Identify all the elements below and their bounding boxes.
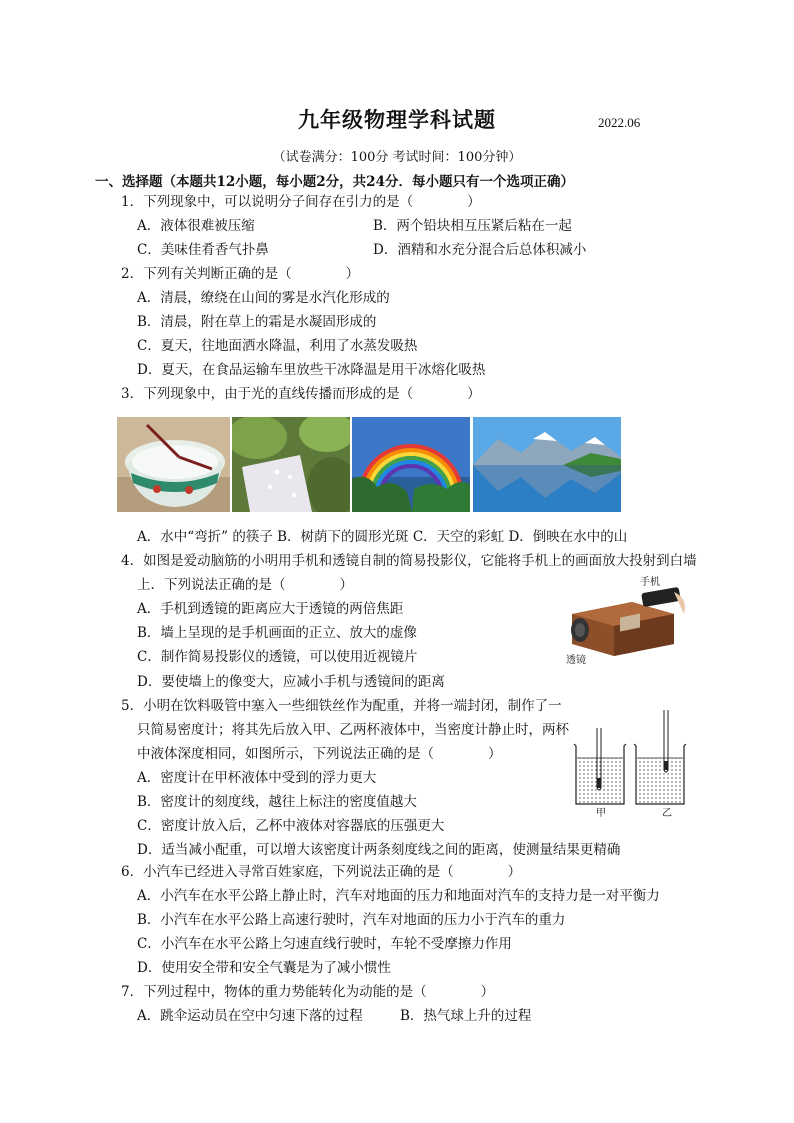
q2-stem: 2．下列有关判断正确的是（ ） [121,266,360,282]
q5-option-b: B．密度计的刻度线，越往上标注的密度值越大 [137,794,417,810]
q5-stem-line3: 中液体深度相同，如图所示，下列说法正确的是（ ） [137,746,502,762]
q6-option-b: B．小汽车在水平公路上高速行驶时，汽车对地面的压力小于汽车的重力 [137,912,566,928]
q7-option-a: A．跳伞运动员在空中匀速下落的过程 [137,1008,363,1024]
q4-option-a: A．手机到透镜的距离应大于透镜的两倍焦距 [137,601,404,617]
q7-option-b: B．热气球上升的过程 [400,1008,532,1024]
q5-stem-line2: 只简易密度计；将其先后放入甲、乙两杯液体中，当密度计静止时，两杯 [137,722,569,738]
q4-stem-line1: 4．如图是爱动脑筋的小明用手机和透镜自制的简易投影仪，它能将手机上的画面放大投射到白墙 [121,553,697,569]
q3-stem: 3．下列现象中，由于光的直线传播而形成的是（ ） [121,386,481,402]
exam-date: 2022.06 [598,115,641,130]
photo-mountain-reflection [473,417,621,512]
q2-option-a: A．清晨，缭绕在山间的雾是水汽化形成的 [137,290,390,306]
q2-option-d: D．夏天，在食品运输车里放些干冰降温是用干冰熔化吸热 [137,362,486,378]
photo-light-spots [232,417,350,512]
section-heading: 一、选择题（本题共12小题，每小题2分，共24分．每小题只有一个选项正确） [95,174,574,190]
q6-option-d: D．使用安全带和安全气囊是为了减小惯性 [137,960,391,976]
q1-stem: 1．下列现象中，可以说明分子间存在引力的是（ ） [121,194,481,210]
exam-title: 九年级物理学科试题 [298,107,496,132]
q6-stem: 6．小汽车已经进入寻常百姓家庭，下列说法正确的是（ ） [121,864,522,880]
q1-option-b: B．两个铅块相互压紧后粘在一起 [373,218,572,234]
q4-option-c: C．制作简易投影仪的透镜，可以使用近视镜片 [137,649,418,665]
q2-option-b: B．清晨，附在草上的霜是水凝固形成的 [137,314,377,330]
q6-option-a: A．小汽车在水平公路上静止时，汽车对地面的压力和地面对汽车的支持力是一对平衡力 [137,888,660,904]
q1-option-c: C．美味佳肴香气扑鼻 [137,242,269,258]
q1-option-a: A．液体很难被压缩 [137,218,255,234]
q5-option-c: C．密度计放入后，乙杯中液体对容器底的压强更大 [137,818,445,834]
label-lens: 透镜 [566,655,586,666]
q4-option-b: B．墙上呈现的是手机画面的正立、放大的虚像 [137,625,417,641]
q1-option-d: D．酒精和水充分混合后总体积减小 [373,242,587,258]
label-yi: 乙 [662,808,672,819]
photo-bent-chopstick [117,417,230,512]
label-jia: 甲 [596,808,606,819]
q2-option-c: C．夏天，往地面洒水降温，利用了水蒸发吸热 [137,338,418,354]
q5-option-a: A．密度计在甲杯液体中受到的浮力更大 [137,770,377,786]
q4-option-d: D．要使墙上的像变大，应减小手机与透镜间的距离 [137,674,445,690]
q7-stem: 7．下列过程中，物体的重力势能转化为动能的是（ ） [121,984,495,1000]
q5-option-d: D．适当减小配重，可以增大该密度计两条刻度线之间的距离，使测量结果更精确 [137,842,621,858]
q6-option-c: C．小汽车在水平公路上匀速直线行驶时，车轮不受摩擦力作用 [137,936,512,952]
q3-options: A．水中“弯折” 的筷子 B．树荫下的圆形光斑 C．天空的彩虹 D．倒映在水中的山 [137,529,628,545]
exam-subtitle: （试卷满分：100分 考试时间：100分钟） [272,150,522,165]
q4-stem-line2: 上．下列说法正确的是（ ） [137,577,353,593]
q5-stem-line1: 5．小明在饮料吸管中塞入一些细铁丝作为配重，并将一端封闭，制作了一 [121,698,562,714]
photo-rainbow [352,417,470,512]
beakers-figure [566,708,692,820]
label-phone: 手机 [640,577,660,588]
